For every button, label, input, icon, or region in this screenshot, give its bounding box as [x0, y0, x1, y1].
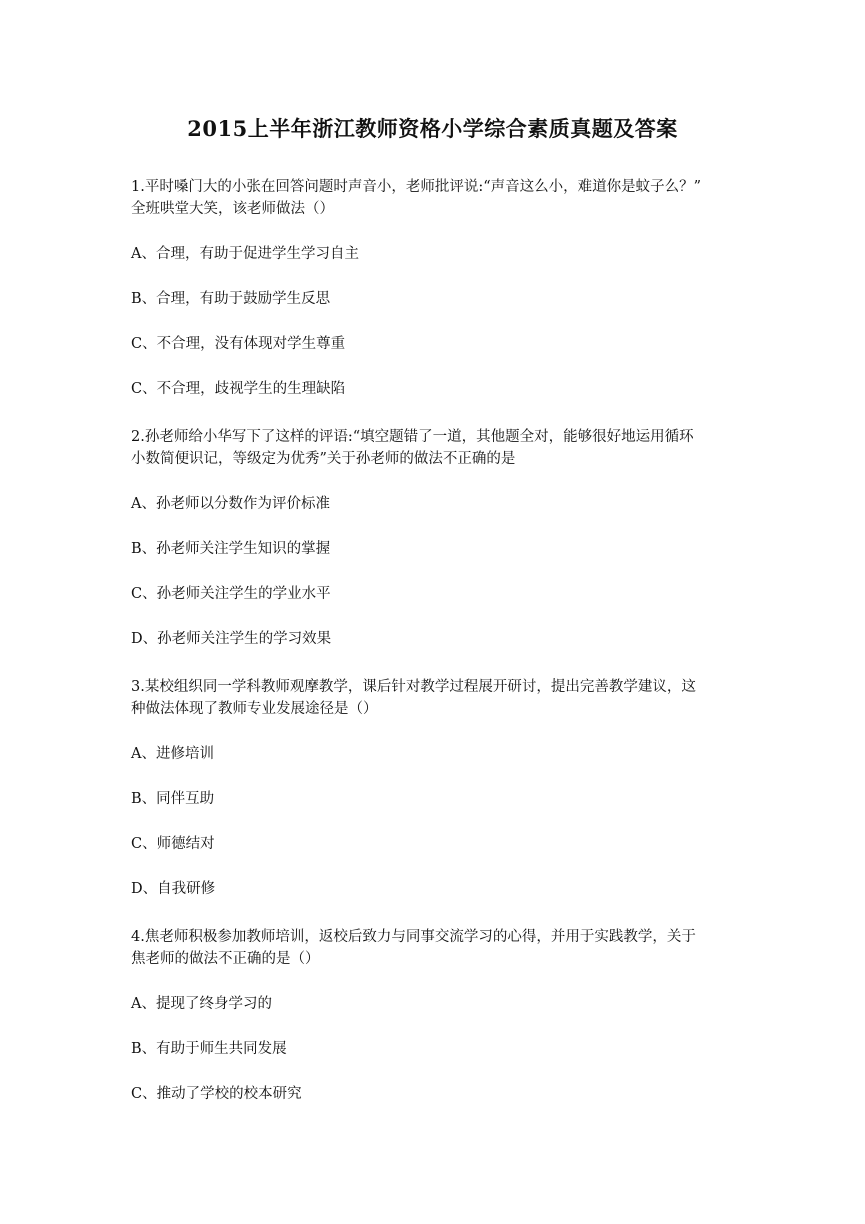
question-3-stem-line-1: 3.某校组织同一学科教师观摩教学，课后针对教学过程展开研讨，提出完善教学建议，这 [131, 679, 696, 695]
question-3-option-a: A、进修培训 [131, 746, 214, 762]
question-3-option-c: C、师德结对 [131, 836, 215, 852]
question-4-option-c: C、推动了学校的校本研究 [131, 1086, 302, 1102]
question-4-option-b: B、有助于师生共同发展 [131, 1041, 287, 1057]
question-1-option-c: C、不合理，没有体现对学生尊重 [131, 336, 346, 352]
question-4-option-a: A、提现了终身学习的 [131, 996, 272, 1012]
question-2-option-c: C、孙老师关注学生的学业水平 [131, 586, 331, 602]
question-2-stem-line-1: 2.孙老师给小华写下了这样的评语:“填空题错了一道，其他题全对，能够很好地运用循环 [131, 429, 694, 445]
question-2-option-d: D、孙老师关注学生的学习效果 [131, 631, 332, 647]
question-2-option-a: A、孙老师以分数作为评价标准 [131, 496, 330, 512]
question-1-option-a: A、合理，有助于促进学生学习自主 [131, 246, 359, 262]
question-1-stem-line-1: 1.平时嗓门大的小张在回答问题时声音小，老师批评说:“声音这么小，难道你是蚊子么？” [131, 179, 702, 195]
question-1-option-b: B、合理，有助于鼓励学生反思 [131, 291, 331, 307]
question-3-option-b: B、同伴互助 [131, 791, 215, 807]
question-2-stem-line-2: 小数简便识记，等级定为优秀”关于孙老师的做法不正确的是 [131, 451, 516, 467]
question-3-stem-line-2: 种做法体现了教师专业发展途径是（） [131, 701, 378, 717]
question-1-option-d: C、不合理，歧视学生的生理缺陷 [131, 381, 346, 397]
question-4-stem-line-2: 焦老师的做法不正确的是（） [131, 951, 320, 967]
question-2-option-b: B、孙老师关注学生知识的掌握 [131, 541, 331, 557]
question-3-option-d: D、自我研修 [131, 881, 216, 897]
question-1-stem-line-2: 全班哄堂大笑，该老师做法（） [131, 201, 334, 217]
question-4-stem-line-1: 4.焦老师积极参加教师培训，返校后致力与同事交流学习的心得，并用于实践教学，关于 [131, 929, 696, 945]
document-title: 2015上半年浙江教师资格小学综合素质真题及答案 [187, 116, 678, 141]
